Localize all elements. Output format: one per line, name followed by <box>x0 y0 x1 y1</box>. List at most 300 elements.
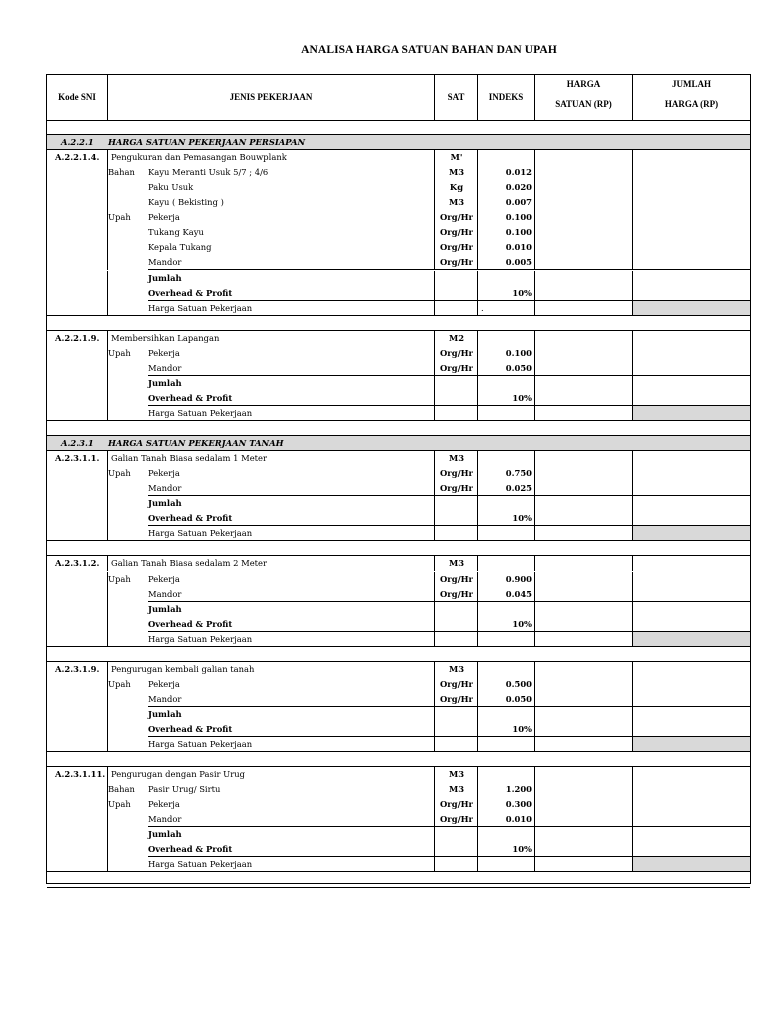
column-divider <box>434 782 435 797</box>
item-code: A.2.3.1.1. <box>55 453 100 464</box>
index-value: 0.900 <box>505 573 532 584</box>
column-divider <box>434 240 435 255</box>
column-divider <box>632 451 633 466</box>
column-divider <box>434 827 435 842</box>
column-divider <box>477 210 478 225</box>
column-divider <box>107 707 108 722</box>
column-divider <box>632 165 633 180</box>
table-row-item <box>47 481 750 496</box>
column-divider <box>534 496 535 511</box>
table-row-overhead <box>47 842 750 857</box>
column-divider <box>107 496 108 511</box>
column-divider <box>534 481 535 496</box>
total-shaded-cell <box>633 857 750 871</box>
column-divider <box>107 210 108 225</box>
column-divider <box>107 466 108 481</box>
column-divider <box>107 376 108 391</box>
column-divider <box>632 526 633 541</box>
work-item-label: Galian Tanah Biasa sedalam 2 Meter <box>111 558 267 569</box>
column-divider <box>534 286 535 301</box>
unit-value: Org/Hr <box>440 242 473 253</box>
item-code: A.2.2.1.4. <box>55 152 100 163</box>
column-divider <box>107 150 108 165</box>
column-divider <box>107 451 108 466</box>
unit-value: Org/Hr <box>440 799 473 810</box>
table-row-blank <box>47 752 750 767</box>
column-divider <box>434 195 435 210</box>
column-divider <box>107 361 108 376</box>
index-value: 0.050 <box>505 693 532 704</box>
table-row-jumlah <box>47 271 750 286</box>
column-divider <box>632 195 633 210</box>
column-divider <box>107 406 108 421</box>
column-divider <box>534 587 535 602</box>
table-row-item <box>47 692 750 707</box>
column-divider <box>434 481 435 496</box>
column-divider <box>477 692 478 707</box>
column-divider <box>632 737 633 752</box>
column-divider <box>434 150 435 165</box>
unit-value: Org/Hr <box>440 814 473 825</box>
column-divider <box>534 301 535 316</box>
column-divider <box>632 662 633 677</box>
column-divider <box>477 180 478 195</box>
total-shaded-cell <box>633 406 750 420</box>
column-divider <box>434 617 435 632</box>
column-divider <box>107 346 108 361</box>
column-divider <box>434 511 435 526</box>
table-row-jumlah <box>47 376 750 391</box>
column-divider <box>434 797 435 812</box>
column-divider <box>434 707 435 722</box>
column-divider <box>534 677 535 692</box>
column-divider <box>477 722 478 737</box>
category-label: Bahan <box>108 167 135 178</box>
column-divider <box>434 286 435 301</box>
column-divider <box>477 391 478 406</box>
category-label: Upah <box>108 347 131 358</box>
column-divider <box>434 376 435 391</box>
index-value: 0.025 <box>505 483 532 494</box>
index-value: 10% <box>512 392 532 403</box>
column-divider <box>534 632 535 647</box>
section-title: HARGA SATUAN PEKERJAAN PERSIAPAN <box>108 137 306 148</box>
table-row-item <box>47 466 750 481</box>
column-divider <box>632 556 633 571</box>
column-divider <box>434 692 435 707</box>
col-jumlah-header <box>633 75 750 120</box>
column-divider <box>534 331 535 346</box>
overhead-label: Overhead & Profit <box>148 513 233 524</box>
total-shaded-cell <box>633 301 750 315</box>
column-divider <box>477 286 478 301</box>
section-code: A.2.2.1 <box>61 137 94 148</box>
column-divider <box>477 346 478 361</box>
column-divider <box>534 707 535 722</box>
column-divider <box>477 737 478 752</box>
category-label: Bahan <box>108 784 135 795</box>
index-value: 0.005 <box>505 257 532 268</box>
jumlah-label: Jumlah <box>148 708 182 719</box>
column-divider <box>534 180 535 195</box>
column-divider <box>434 301 435 316</box>
table-row-item <box>47 587 750 602</box>
column-divider <box>434 180 435 195</box>
unit-value: Org/Hr <box>440 362 473 373</box>
column-divider <box>434 587 435 602</box>
table-row-blank <box>47 541 750 556</box>
column-divider <box>632 677 633 692</box>
table-row-item <box>47 451 750 466</box>
harga-label: Harga Satuan Pekerjaan <box>148 528 253 539</box>
unit-value: M3 <box>448 453 465 464</box>
column-divider <box>107 225 108 240</box>
unit-value: Org/Hr <box>440 693 473 704</box>
column-divider <box>534 466 535 481</box>
column-divider <box>107 602 108 617</box>
column-divider <box>434 496 435 511</box>
table-row-blank <box>47 120 750 135</box>
column-divider <box>632 376 633 391</box>
column-divider <box>434 737 435 752</box>
column-divider <box>434 165 435 180</box>
table-row-item <box>47 180 750 195</box>
table-row-blank <box>47 421 750 436</box>
table-row-harga <box>47 737 750 752</box>
column-divider <box>434 572 435 587</box>
column-divider <box>534 391 535 406</box>
page-title: ANALISA HARGA SATUAN BAHAN DAN UPAH <box>301 44 557 56</box>
overhead-label: Overhead & Profit <box>148 844 233 855</box>
row-divider <box>47 887 750 888</box>
index-value: 0.300 <box>505 799 532 810</box>
column-divider <box>434 602 435 617</box>
column-divider <box>434 632 435 647</box>
item-code: A.2.3.1.9. <box>55 663 100 674</box>
column-divider <box>632 481 633 496</box>
column-divider <box>434 331 435 346</box>
column-divider <box>534 782 535 797</box>
column-divider <box>477 361 478 376</box>
column-divider <box>534 737 535 752</box>
table-row-item <box>47 662 750 677</box>
column-divider <box>632 842 633 857</box>
total-shaded-cell <box>633 737 750 751</box>
column-divider <box>434 391 435 406</box>
column-divider <box>107 767 108 782</box>
column-divider <box>107 301 108 316</box>
section-title: HARGA SATUAN PEKERJAAN TANAH <box>108 438 284 449</box>
column-divider <box>534 271 535 286</box>
category-label: Upah <box>108 212 131 223</box>
work-item-label: Pengukuran dan Pemasangan Bouwplank <box>111 152 287 163</box>
column-divider <box>107 391 108 406</box>
jumlah-label: Jumlah <box>148 377 182 388</box>
column-divider <box>477 481 478 496</box>
column-divider <box>107 782 108 797</box>
column-divider <box>477 526 478 541</box>
column-divider <box>632 346 633 361</box>
table-row-jumlah <box>47 602 750 617</box>
column-divider <box>477 496 478 511</box>
jumlah-label: Jumlah <box>148 498 182 509</box>
total-shaded-cell <box>633 632 750 646</box>
unit-value: Org/Hr <box>440 257 473 268</box>
table-row-item <box>47 812 750 827</box>
table-row-item <box>47 331 750 346</box>
table-row-item <box>47 195 750 210</box>
col-kode-header <box>47 75 108 120</box>
work-item-label: Mandor <box>148 814 182 825</box>
work-item-label: Pengurugan kembali galian tanah <box>111 663 255 674</box>
index-value: 10% <box>512 287 532 298</box>
table-row-item <box>47 225 750 240</box>
overhead-label: Overhead & Profit <box>148 392 233 403</box>
column-divider <box>477 857 478 872</box>
index-value: 0.045 <box>505 588 532 599</box>
table-row-item <box>47 767 750 782</box>
column-divider <box>434 361 435 376</box>
jumlah-label: Jumlah <box>148 829 182 840</box>
column-divider <box>632 812 633 827</box>
column-divider <box>107 556 108 571</box>
column-divider <box>107 632 108 647</box>
unit-value: Org/Hr <box>440 483 473 494</box>
indeks-header-label: INDEKS <box>488 92 524 102</box>
table-header <box>47 75 750 121</box>
harga-label: Harga Satuan Pekerjaan <box>148 633 253 644</box>
work-item-label: Mandor <box>148 693 182 704</box>
table-row-item <box>47 797 750 812</box>
column-divider <box>632 361 633 376</box>
column-divider <box>534 240 535 255</box>
table-row-blank <box>47 316 750 331</box>
unit-value: M2 <box>448 332 465 343</box>
col-harga-header <box>535 75 633 120</box>
index-value: 10% <box>512 724 532 734</box>
table-row-overhead <box>47 722 750 737</box>
harga-label: Harga Satuan Pekerjaan <box>148 739 253 750</box>
column-divider <box>477 797 478 812</box>
column-divider <box>477 331 478 346</box>
column-divider <box>477 165 478 180</box>
column-divider <box>434 677 435 692</box>
work-item-label: Mandor <box>148 588 182 599</box>
column-divider <box>632 797 633 812</box>
index-value: 0.050 <box>505 362 532 373</box>
unit-value: Org/Hr <box>440 468 473 479</box>
unit-value: M3 <box>448 784 465 795</box>
unit-value: Org/Hr <box>440 573 473 584</box>
index-value: 0.010 <box>505 242 532 253</box>
col-jenis-header <box>108 75 435 120</box>
column-divider <box>632 240 633 255</box>
overhead-label: Overhead & Profit <box>148 618 233 629</box>
col-sat-header <box>435 75 478 120</box>
work-item-label: Pasir Urug/ Sirtu <box>148 784 221 795</box>
table-row-jumlah <box>47 496 750 511</box>
column-divider <box>534 812 535 827</box>
column-divider <box>632 602 633 617</box>
column-divider <box>477 406 478 421</box>
table-row-item <box>47 572 750 587</box>
table-row-item <box>47 556 750 571</box>
column-divider <box>477 376 478 391</box>
item-code: A.2.2.1.9. <box>55 332 100 343</box>
column-divider <box>107 271 108 286</box>
column-divider <box>534 767 535 782</box>
table-row-item <box>47 210 750 225</box>
work-item-label: Kepala Tukang <box>148 242 212 253</box>
harga-label: Harga Satuan Pekerjaan <box>148 407 253 418</box>
column-divider <box>632 632 633 647</box>
harga-header-line2: SATUAN (RP) <box>555 99 612 109</box>
work-item-label: Mandor <box>148 362 182 373</box>
total-shaded-cell <box>633 526 750 540</box>
column-divider <box>107 526 108 541</box>
column-divider <box>534 376 535 391</box>
column-divider <box>107 617 108 632</box>
column-divider <box>632 150 633 165</box>
unit-value: M3 <box>448 663 465 674</box>
column-divider <box>477 587 478 602</box>
column-divider <box>107 827 108 842</box>
column-divider <box>632 496 633 511</box>
column-divider <box>632 511 633 526</box>
table-row-overhead <box>47 617 750 632</box>
column-divider <box>477 466 478 481</box>
column-divider <box>632 225 633 240</box>
work-item-label: Paku Usuk <box>148 182 194 193</box>
column-divider <box>632 572 633 587</box>
column-divider <box>434 210 435 225</box>
table-row-jumlah <box>47 707 750 722</box>
column-divider <box>534 346 535 361</box>
category-label: Upah <box>108 573 131 584</box>
column-divider <box>477 301 478 316</box>
work-item-label: Kayu ( Bekisting ) <box>148 197 224 208</box>
work-item-label: Pekerja <box>148 678 180 689</box>
work-item-label: Mandor <box>148 257 182 268</box>
harga-header-line1: HARGA <box>566 79 601 89</box>
unit-value: M3 <box>448 167 465 178</box>
index-value: 0.100 <box>505 212 532 223</box>
index-value: . <box>481 302 484 313</box>
jumlah-header-line1: JUMLAH <box>672 79 711 89</box>
harga-label: Harga Satuan Pekerjaan <box>148 302 253 313</box>
column-divider <box>107 722 108 737</box>
table-row-harga <box>47 526 750 541</box>
column-divider <box>107 511 108 526</box>
work-item-label: Mandor <box>148 483 182 494</box>
column-divider <box>477 707 478 722</box>
column-divider <box>434 346 435 361</box>
column-divider <box>434 662 435 677</box>
table-row-harga <box>47 301 750 316</box>
unit-value: M3 <box>448 558 465 569</box>
table-row-item <box>47 346 750 361</box>
column-divider <box>434 857 435 872</box>
column-divider <box>534 165 535 180</box>
column-divider <box>434 225 435 240</box>
work-item-label: Pengurugan dengan Pasir Urug <box>111 769 246 780</box>
column-divider <box>534 526 535 541</box>
column-divider <box>434 842 435 857</box>
column-divider <box>534 511 535 526</box>
column-divider <box>534 572 535 587</box>
column-divider <box>434 255 435 270</box>
table-row-section <box>47 436 750 451</box>
unit-value: M3 <box>448 197 465 208</box>
column-divider <box>434 767 435 782</box>
column-divider <box>434 812 435 827</box>
column-divider <box>632 210 633 225</box>
index-value: 10% <box>512 513 532 524</box>
table-row-item <box>47 782 750 797</box>
unit-value: M3 <box>448 769 465 780</box>
category-label: Upah <box>108 468 131 479</box>
kode-header-label: Kode SNI <box>58 92 96 102</box>
column-divider <box>534 827 535 842</box>
work-item-label: Pekerja <box>148 212 180 223</box>
column-divider <box>477 662 478 677</box>
column-divider <box>477 451 478 466</box>
column-divider <box>632 466 633 481</box>
column-divider <box>434 451 435 466</box>
column-divider <box>534 602 535 617</box>
column-divider <box>534 361 535 376</box>
category-label: Upah <box>108 799 131 810</box>
column-divider <box>534 195 535 210</box>
column-divider <box>107 165 108 180</box>
index-value: 0.100 <box>505 347 532 358</box>
column-divider <box>632 692 633 707</box>
column-divider <box>534 617 535 632</box>
column-divider <box>107 812 108 827</box>
column-divider <box>632 587 633 602</box>
column-divider <box>477 632 478 647</box>
index-value: 10% <box>512 844 532 855</box>
index-value: 10% <box>512 618 532 629</box>
work-item-label: Membersihkan Lapangan <box>111 332 220 343</box>
column-divider <box>477 225 478 240</box>
unit-value: Org/Hr <box>440 678 473 689</box>
unit-value: M' <box>450 152 463 163</box>
jenis-header-label: JENIS PEKERJAAN <box>229 92 313 102</box>
table-row-item <box>47 150 750 165</box>
column-divider <box>477 511 478 526</box>
column-divider <box>534 722 535 737</box>
column-divider <box>632 767 633 782</box>
column-divider <box>107 692 108 707</box>
table-row-overhead <box>47 286 750 301</box>
jumlah-header-line2: HARGA (RP) <box>664 99 719 109</box>
column-divider <box>534 406 535 421</box>
column-divider <box>632 301 633 316</box>
table-row-blank <box>47 647 750 662</box>
section-code: A.2.3.1 <box>61 438 94 449</box>
item-code: A.2.3.1.2. <box>55 558 100 569</box>
item-code: A.2.3.1.11. <box>55 769 106 780</box>
table-row-jumlah <box>47 827 750 842</box>
unit-value: Org/Hr <box>440 227 473 238</box>
table-row-blank <box>47 873 750 888</box>
overhead-label: Overhead & Profit <box>148 724 233 734</box>
column-divider <box>477 827 478 842</box>
analysis-table <box>46 74 751 884</box>
category-label: Upah <box>108 678 131 689</box>
column-divider <box>434 556 435 571</box>
